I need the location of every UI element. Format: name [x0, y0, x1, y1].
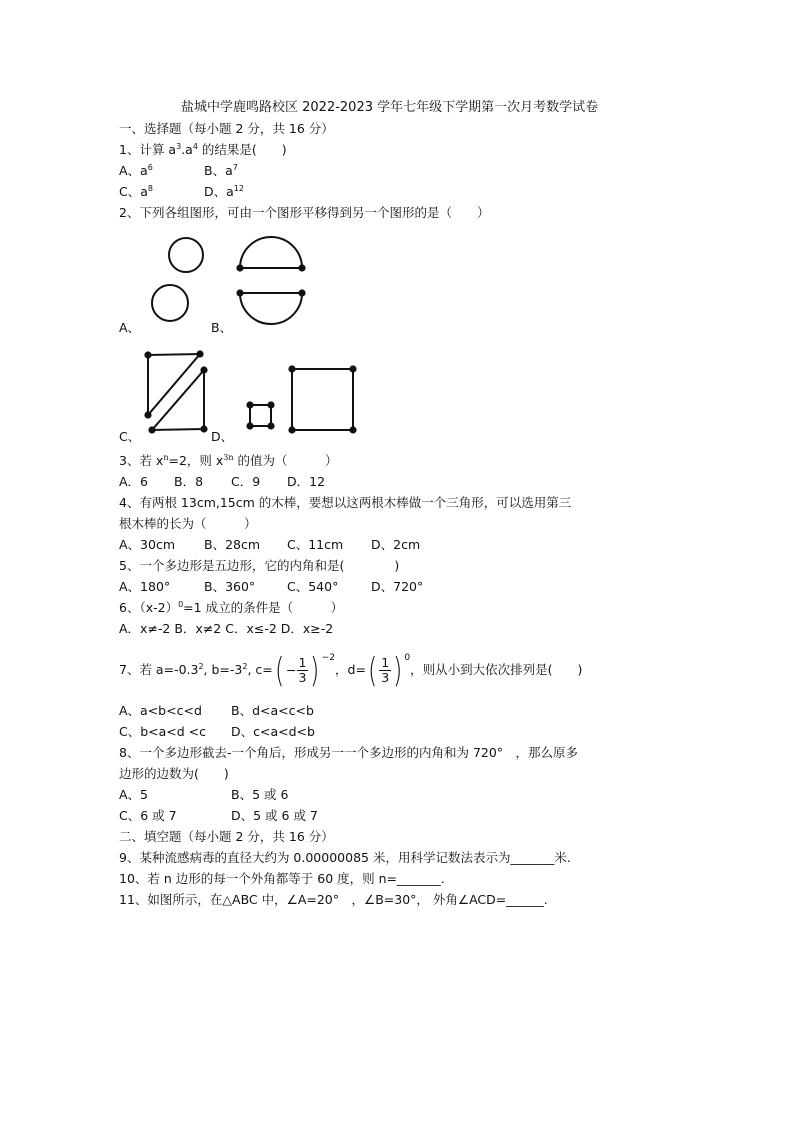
question-7: 7、若 $a=-0.3^2$, $b=-3^2$, c=( − $\frac{1}{3}$ ) $^{-2}$，d=( $\frac{1}{3}$ ) $^0$，则从小到大依次排列是( )	[119, 650, 583, 691]
q2-option-d[interactable]: D、	[211, 429, 234, 444]
q2-figures	[140, 230, 370, 450]
q5-option-a[interactable]: A、180°	[119, 579, 171, 594]
section-1-heading: 一、选择题（每小题 2 分，共 16 分）	[119, 121, 334, 136]
q2-figure-b	[237, 237, 304, 324]
q5-option-c[interactable]: C、540°	[287, 579, 339, 594]
q2-option-a[interactable]: A、	[119, 320, 141, 335]
q7-option-c[interactable]: C、b<a<d <c	[119, 724, 207, 739]
c-left-paren: (	[274, 650, 285, 691]
q1-option-b[interactable]: B、$a^7$	[204, 163, 238, 178]
q7-option-d[interactable]: D、c<a<d<b	[231, 724, 315, 739]
q2-figure-c	[145, 351, 206, 432]
q2-option-b[interactable]: B、	[211, 320, 233, 335]
d-fraction: $\frac{1}{3}$	[381, 655, 390, 685]
q7-option-a[interactable]: A、a<b<c<d	[119, 703, 202, 718]
q8-option-d[interactable]: D、5 或 6 或 7	[231, 808, 318, 823]
q4-option-d[interactable]: D、2cm	[371, 537, 421, 552]
q8-option-a[interactable]: A、5	[119, 787, 149, 802]
q1-option-d[interactable]: D、$a^{12}$	[204, 184, 244, 199]
q2-option-c[interactable]: C、	[119, 429, 141, 444]
d-left-paren: (	[367, 650, 378, 691]
q4-option-c[interactable]: C、11cm	[287, 537, 344, 552]
question-10: 10、若 n 边形的每一个外角都等于 60 度，则 n=_______.	[119, 871, 445, 886]
q2-figure-d	[247, 366, 355, 432]
q3-option-a[interactable]: A．6	[119, 474, 149, 489]
question-4-line-1: 4、有两根 13cm,15cm 的木棒，要想以这两根木棒做一个三角形，可以选用第三	[119, 495, 572, 510]
q5-option-b[interactable]: B、360°	[204, 579, 256, 594]
q1-exp-1: 3	[176, 142, 182, 151]
q1-option-a[interactable]: A、$a^6$	[119, 163, 153, 178]
q4-option-b[interactable]: B、28cm	[204, 537, 261, 552]
q1-stem-a: 1、计算 a	[119, 142, 177, 157]
q7-option-b[interactable]: B、d<a<c<b	[231, 703, 314, 718]
q8-option-c[interactable]: C、6 或 7	[119, 808, 177, 823]
question-8-line-1: 8、一个多边形截去-一个角后，形成另一一个多边形的内角和为 720° ，那么原多	[119, 745, 579, 760]
q1-exp-2: 4	[192, 142, 198, 151]
question-5: 5、一个多边形是五边形，它的内角和是( )	[119, 558, 400, 573]
c-fraction: $\frac{1}{3}$	[298, 655, 307, 685]
question-11: 11、如图所示，在△ABC 中，∠A=20° ，∠B=30°， 外角∠ACD=______.	[119, 892, 548, 907]
question-2: 2、下列各组图形，可由一个图形平移得到另一个图形的是（ ）	[119, 205, 490, 220]
q1-stem-b: 的结果是( )	[197, 142, 287, 157]
question-3: 3、若 $x^n=2$，则 $x^{3n}$ 的值为（ ）	[119, 453, 338, 468]
q5-option-d[interactable]: D、720°	[371, 579, 424, 594]
d-right-paren: )	[393, 650, 403, 691]
question-6: 6、$(x-2)^0=1$ 成立的条件是（ ）	[119, 600, 344, 615]
q6-options[interactable]: A．x≠-2 B．x≠2 C．x≤-2 D．x≥-2	[119, 621, 334, 636]
q1-option-c[interactable]: C、$a^8$	[119, 184, 153, 199]
question-9: 9、某种流感病毒的直径大约为 0.00000085 米，用科学记数法表示为_______米.	[119, 850, 571, 865]
section-2-heading: 二、填空题（每小题 2 分，共 16 分）	[119, 829, 334, 844]
q2-figure-a	[152, 238, 203, 321]
question-8-line-2: 边形的边数为( )	[119, 766, 229, 781]
q3-option-b[interactable]: B．8	[174, 474, 204, 489]
exam-title: 盐城中学鹿鸣路校区 2022-2023 学年七年级下学期第一次月考数学试卷	[181, 100, 599, 115]
c-right-paren: )	[310, 650, 320, 691]
q3-option-d[interactable]: D．12	[287, 474, 326, 489]
q8-option-b[interactable]: B、5 或 6	[231, 787, 289, 802]
q4-option-a[interactable]: A、30cm	[119, 537, 176, 552]
question-1	[119, 142, 287, 158]
q3-option-c[interactable]: C．9	[231, 474, 261, 489]
question-4-line-2: 根木棒的长为（ ）	[119, 516, 257, 531]
q1-mid: .a	[181, 142, 193, 157]
